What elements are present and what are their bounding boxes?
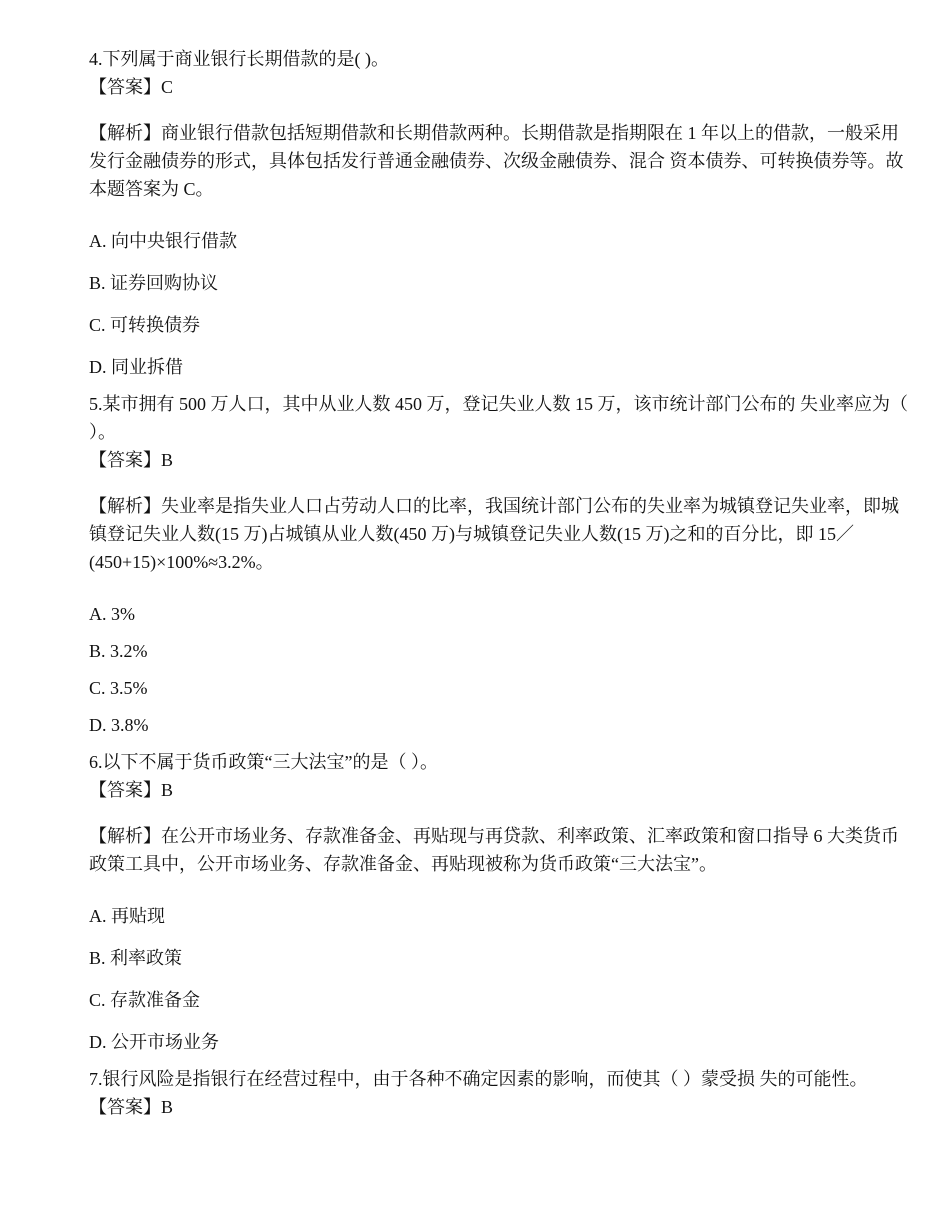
option-a: A. 3% bbox=[89, 604, 135, 624]
answer-line: 【答案】B bbox=[89, 450, 174, 470]
answer-line: 【答案】C bbox=[89, 77, 174, 97]
question-stem: 6.以下不属于货币政策“三大法宝”的是（ ）。 bbox=[89, 752, 438, 772]
explanation: 【解析】在公开市场业务、存款准备金、再贴现与再贷款、利率政策、汇率政策和窗口指导 6 大类货币政策工具中，公开市场业务、存款准备金、再贴现被称为货币政策“三大法宝”。 bbox=[89, 826, 899, 874]
document-page bbox=[89, 45, 909, 1121]
option-c: C. 存款准备金 bbox=[89, 990, 201, 1010]
option-c: C. 3.5% bbox=[89, 678, 148, 698]
question-4 bbox=[89, 45, 909, 381]
option-d: D. 同业拆借 bbox=[89, 357, 183, 377]
option-b: B. 利率政策 bbox=[89, 948, 183, 968]
options-list bbox=[89, 600, 909, 739]
question-5 bbox=[89, 390, 909, 739]
option-a: A. 再贴现 bbox=[89, 906, 165, 926]
question-stem: 7.银行风险是指银行在经营过程中，由于各种不确定因素的影响，而使其（ ）蒙受损 失的可能性。 bbox=[89, 1069, 868, 1089]
answer-line: 【答案】B bbox=[89, 1097, 174, 1117]
question-stem: 5.某市拥有 500 万人口，其中从业人数 450 万，登记失业人数 15 万，该市统计部门公布的 失业率应为（ ）。 bbox=[89, 394, 908, 442]
option-b: B. 证券回购协议 bbox=[89, 273, 219, 293]
question-7 bbox=[89, 1065, 909, 1121]
question-stem: 4.下列属于商业银行长期借款的是( )。 bbox=[89, 49, 389, 69]
options-list bbox=[89, 902, 909, 1056]
question-6 bbox=[89, 748, 909, 1056]
option-d: D. 3.8% bbox=[89, 715, 149, 735]
explanation: 【解析】失业率是指失业人口占劳动人口的比率，我国统计部门公布的失业率为城镇登记失业率，即城镇登记失业人数(15 万)占城镇从业人数(450 万)与城镇登记失业人数(15 万)之和的百分比，即 15／(450+15)×100%≈3.2%。 bbox=[89, 496, 899, 572]
option-a: A. 向中央银行借款 bbox=[89, 231, 237, 251]
option-c: C. 可转换债券 bbox=[89, 315, 201, 335]
options-list bbox=[89, 227, 909, 381]
option-b: B. 3.2% bbox=[89, 641, 148, 661]
answer-line: 【答案】B bbox=[89, 780, 174, 800]
option-d: D. 公开市场业务 bbox=[89, 1032, 219, 1052]
explanation: 【解析】商业银行借款包括短期借款和长期借款两种。长期借款是指期限在 1 年以上的借款，一般采用发行金融债券的形式，具体包括发行普通金融债券、次级金融债券、混合 资本债券、可转换债券等。故本题答案为 C。 bbox=[89, 123, 904, 199]
